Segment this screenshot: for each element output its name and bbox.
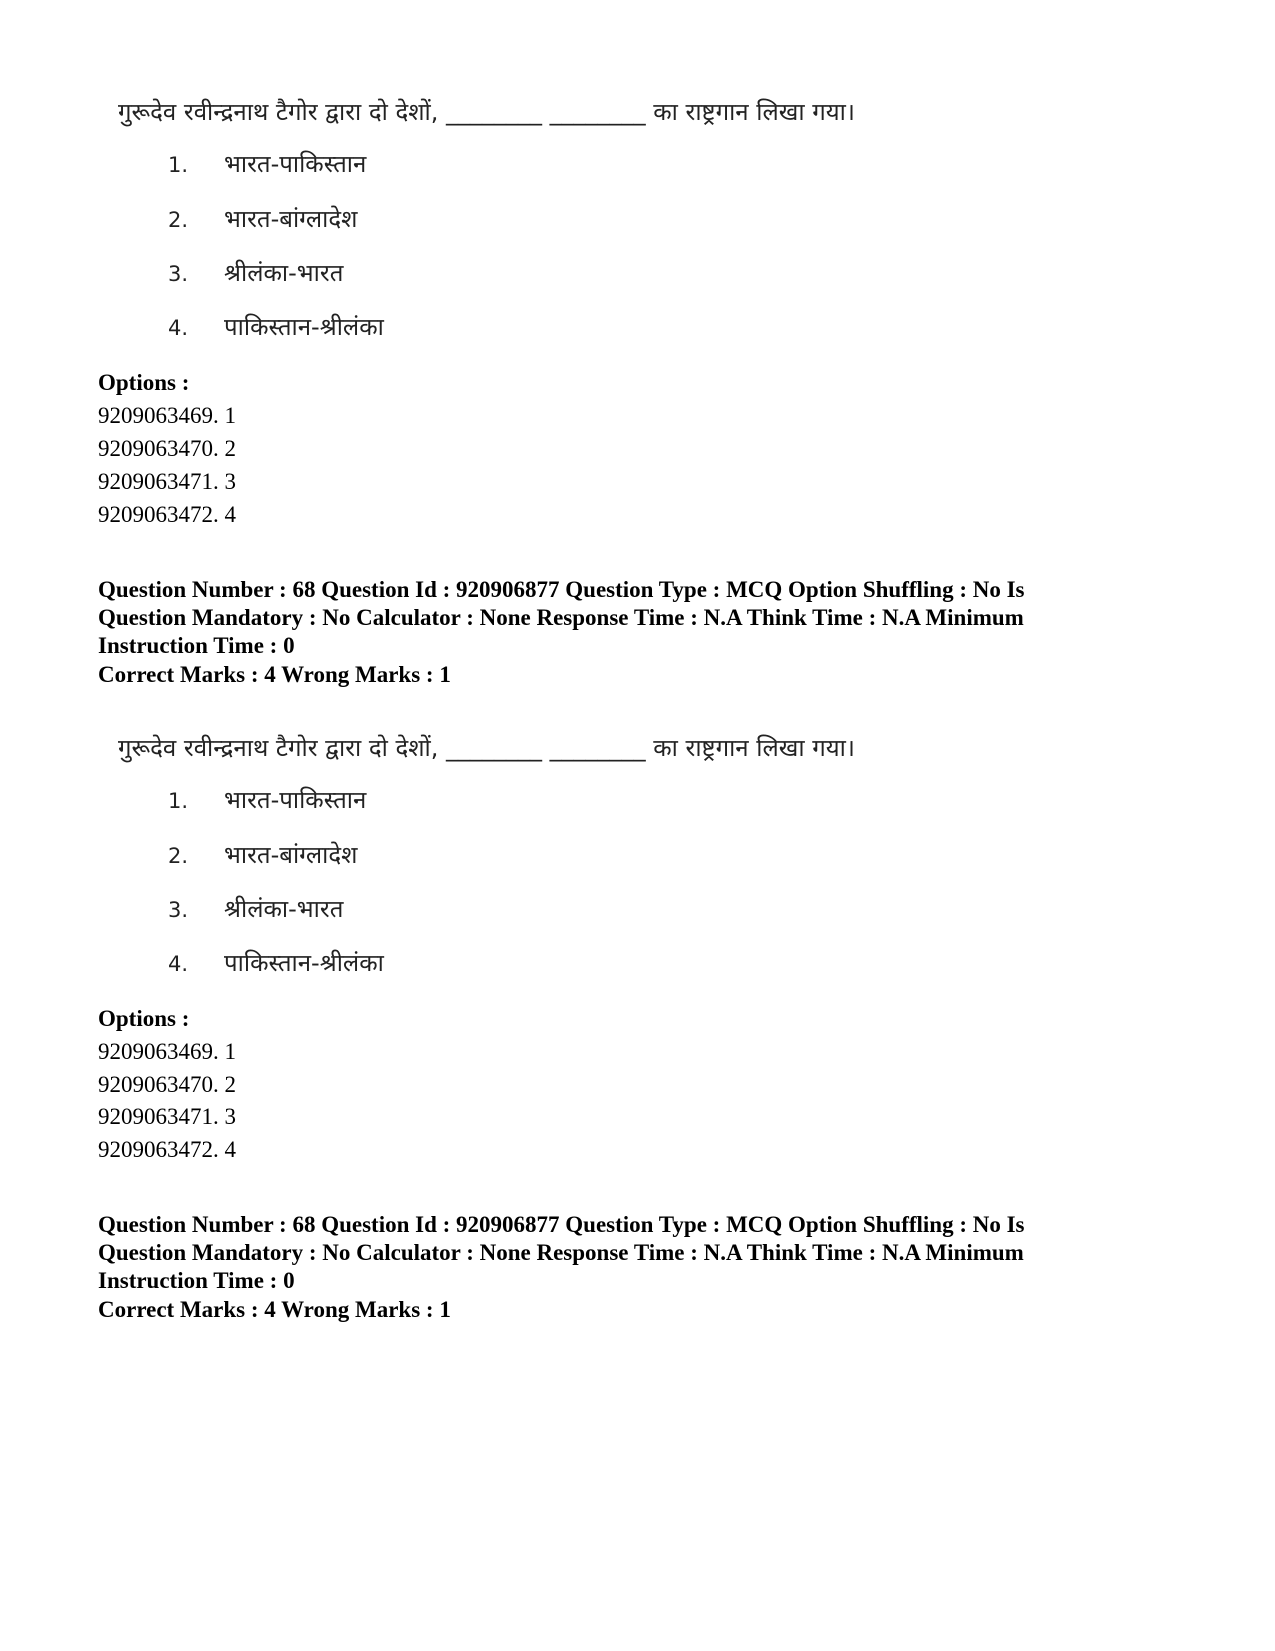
option-item: 9209063471. 3	[98, 469, 236, 494]
question-stem: गुरूदेव रवीन्द्रनाथ टैगोर द्वारा दो देशों, ________ ________ का राष्ट्रगान लिखा गया।	[118, 734, 855, 762]
meta-line: Question Mandatory : No Calculator : None Response Time : N.A Think Time : N.A Minimum	[98, 605, 1024, 630]
question-choice: 2. भारत-बांग्लादेश	[168, 205, 358, 233]
question-stem: गुरूदेव रवीन्द्रनाथ टैगोर द्वारा दो देशों, ________ ________ का राष्ट्रगान लिखा गया।	[118, 98, 855, 126]
option-item: 9209063470. 2	[98, 1072, 236, 1097]
meta-line: Instruction Time : 0	[98, 633, 295, 658]
option-item: 9209063472. 4	[98, 1137, 236, 1162]
question-choice: 3. श्रीलंका-भारत	[168, 259, 344, 287]
question-choice: 2. भारत-बांग्लादेश	[168, 841, 358, 869]
option-item: 9209063471. 3	[98, 1104, 236, 1129]
option-item: 9209063472. 4	[98, 502, 236, 527]
option-item: 9209063469. 1	[98, 403, 236, 428]
question-choice: 4. पाकिस्तान-श्रीलंका	[168, 949, 384, 977]
question-choice: 1. भारत-पाकिस्तान	[168, 150, 367, 178]
options-title: Options :	[98, 370, 190, 395]
question-choice: 1. भारत-पाकिस्तान	[168, 786, 367, 814]
options-title: Options :	[98, 1006, 190, 1031]
meta-line: Question Number : 68 Question Id : 920906877 Question Type : MCQ Option Shuffling : No Is	[98, 577, 1025, 602]
meta-line: Question Mandatory : No Calculator : None Response Time : N.A Think Time : N.A Minimum	[98, 1240, 1024, 1265]
meta-line: Instruction Time : 0	[98, 1268, 295, 1293]
marks-line: Correct Marks : 4 Wrong Marks : 1	[98, 662, 451, 687]
question-meta	[98, 576, 1108, 660]
option-item: 9209063470. 2	[98, 436, 236, 461]
question-choice: 3. श्रीलंका-भारत	[168, 895, 344, 923]
meta-line: Question Number : 68 Question Id : 920906877 Question Type : MCQ Option Shuffling : No Is	[98, 1212, 1025, 1237]
marks-line: Correct Marks : 4 Wrong Marks : 1	[98, 1297, 451, 1322]
question-meta	[98, 1211, 1108, 1295]
question-choice: 4. पाकिस्तान-श्रीलंका	[168, 313, 384, 341]
option-item: 9209063469. 1	[98, 1039, 236, 1064]
